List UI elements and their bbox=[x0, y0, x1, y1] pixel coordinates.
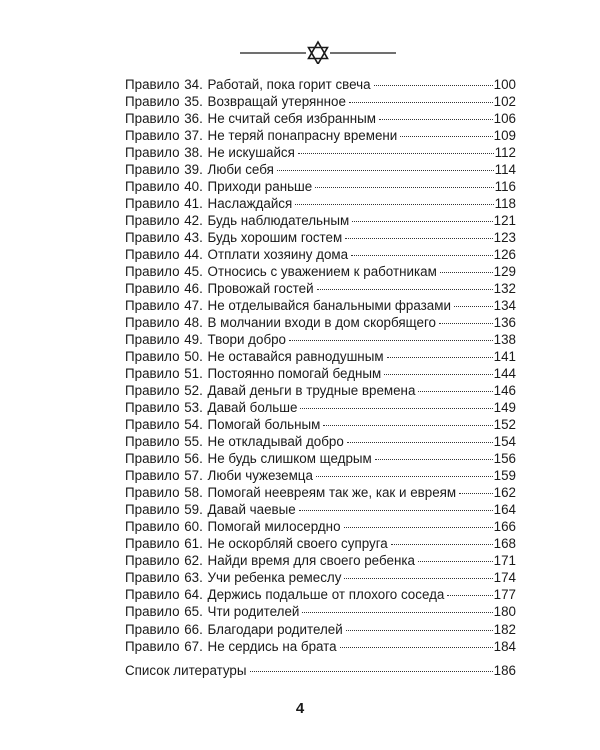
toc-entry-title: Давай чаевые bbox=[207, 502, 296, 518]
toc-entry-page: 138 bbox=[493, 332, 516, 348]
toc-entry-title: Помогай больным bbox=[207, 417, 321, 433]
toc-entry bbox=[125, 93, 516, 110]
toc-entry bbox=[125, 382, 516, 399]
toc-entry-title: Наслаждайся bbox=[207, 196, 293, 212]
star-of-david-icon bbox=[309, 42, 328, 64]
toc-entry-page: 129 bbox=[493, 264, 516, 280]
toc-entry-number: 61. bbox=[184, 536, 203, 552]
toc-entry-rule-word: Правило bbox=[125, 298, 180, 314]
toc-entry-number: 40. bbox=[184, 179, 203, 195]
toc-entry-title: Учи ребенка ремеслу bbox=[207, 570, 342, 586]
toc-entry-page: 114 bbox=[494, 162, 516, 178]
bibliography-entry bbox=[125, 662, 516, 679]
toc-entry-page: 156 bbox=[493, 451, 516, 467]
toc-entry-rule-word: Правило bbox=[125, 621, 180, 637]
toc-entry-title: Люби себя bbox=[207, 162, 274, 178]
toc-entry bbox=[125, 348, 516, 365]
dot-leader bbox=[277, 170, 494, 171]
toc-entry-rule-word: Правило bbox=[125, 519, 180, 535]
dot-leader bbox=[347, 442, 493, 443]
toc-entry bbox=[125, 76, 516, 93]
toc-entry bbox=[125, 603, 516, 620]
toc-entry-rule-word: Правило bbox=[125, 587, 180, 603]
toc-entry-title: Помогай милосердно bbox=[207, 519, 341, 535]
toc-entry-page: 146 bbox=[493, 383, 516, 399]
toc-entry-number: 51. bbox=[184, 366, 203, 382]
toc-entry-rule-word: Правило bbox=[125, 485, 180, 501]
toc-entry-number: 66. bbox=[184, 621, 203, 637]
dot-leader bbox=[447, 595, 492, 596]
dot-leader bbox=[352, 221, 492, 222]
toc-entry-title: Не считай себя избранным bbox=[207, 111, 376, 127]
toc-entry-rule-word: Правило bbox=[125, 502, 180, 518]
dot-leader bbox=[375, 459, 493, 460]
toc-entry-number: 65. bbox=[184, 604, 203, 620]
toc-entry-number: 55. bbox=[184, 434, 203, 450]
toc-entry-title: Будь хорошим гостем bbox=[207, 230, 343, 246]
toc-entry-number: 56. bbox=[184, 451, 203, 467]
toc-entry-number: 36. bbox=[184, 111, 203, 127]
toc-entry-page: 182 bbox=[493, 621, 516, 637]
toc-entry-number: 62. bbox=[184, 553, 203, 569]
toc-entry-number: 34. bbox=[184, 77, 203, 92]
toc-entry-page: 180 bbox=[493, 604, 516, 620]
toc-entry-rule-word: Правило bbox=[125, 111, 180, 127]
toc-entry-number: 42. bbox=[184, 213, 203, 229]
toc-entry-number: 45. bbox=[184, 264, 203, 280]
toc-entry-rule-word: Правило bbox=[125, 77, 180, 92]
toc-entry-page: 136 bbox=[493, 315, 516, 331]
toc-entry-title: Не искушайся bbox=[207, 145, 295, 161]
toc-entry bbox=[125, 229, 516, 246]
toc-entry bbox=[125, 399, 516, 416]
toc-entry-number: 37. bbox=[184, 128, 203, 144]
toc-entry-rule-word: Правило bbox=[125, 638, 180, 654]
toc-entry bbox=[125, 621, 516, 638]
dot-leader bbox=[323, 425, 492, 426]
dot-leader bbox=[317, 289, 493, 290]
toc-entry-title: Возвращай утерянное bbox=[207, 94, 346, 110]
toc-entry-rule-word: Правило bbox=[125, 332, 180, 348]
toc-entry-title: Не откладывай добро bbox=[207, 434, 344, 450]
toc-entry bbox=[125, 433, 516, 450]
toc-entry-title: Твори добро bbox=[207, 332, 287, 348]
toc-entry bbox=[125, 144, 516, 161]
toc-entry-page: 118 bbox=[494, 196, 516, 212]
toc-entry-page: 154 bbox=[493, 434, 516, 450]
toc-entry-page: 168 bbox=[493, 536, 516, 552]
toc-entry-title: Постоянно помогай бедным bbox=[207, 366, 382, 382]
toc-entry bbox=[125, 535, 516, 552]
dot-leader bbox=[391, 544, 493, 545]
toc-entry-rule-word: Правило bbox=[125, 179, 180, 195]
toc-entry-number: 53. bbox=[184, 400, 203, 416]
page-number: 4 bbox=[295, 700, 305, 717]
toc-entry-page: 123 bbox=[493, 230, 516, 246]
dot-leader bbox=[440, 272, 493, 273]
toc-entry-title: Провожай гостей bbox=[207, 281, 314, 297]
toc-entry bbox=[125, 552, 516, 569]
dot-leader bbox=[454, 306, 493, 307]
dot-leader bbox=[349, 102, 493, 103]
dot-leader bbox=[439, 323, 493, 324]
toc-entry-rule-word: Правило bbox=[125, 570, 180, 586]
toc-entry-page: 171 bbox=[493, 553, 516, 569]
toc-entry-page: 149 bbox=[493, 400, 516, 416]
toc-entry-title: Относись с уважением к работникам bbox=[207, 264, 437, 280]
toc-entry-rule-word: Правило bbox=[125, 451, 180, 467]
bibliography-title: Список литературы bbox=[125, 663, 247, 678]
toc-entry-rule-word: Правило bbox=[125, 417, 180, 433]
bibliography-page: 186 bbox=[493, 663, 516, 678]
toc-entry-page: 152 bbox=[493, 417, 516, 433]
toc-entry-rule-word: Правило bbox=[125, 536, 180, 552]
toc-entry-title: Найди время для своего ребенка bbox=[207, 553, 415, 569]
dot-leader bbox=[289, 340, 493, 341]
toc-entry-title: Будь наблюдательным bbox=[207, 213, 350, 229]
dot-leader bbox=[299, 510, 493, 511]
toc-entry-page: 162 bbox=[493, 485, 516, 501]
toc-entry bbox=[125, 212, 516, 229]
toc-entry-number: 43. bbox=[184, 230, 203, 246]
toc-entry-number: 41. bbox=[184, 196, 203, 212]
dot-leader bbox=[298, 153, 494, 154]
toc-entry-page: 100 bbox=[493, 77, 516, 92]
toc-entry bbox=[125, 518, 516, 535]
toc-entry-title: Люби чужеземца bbox=[207, 468, 313, 484]
toc-entry-title: Благодари родителей bbox=[207, 621, 343, 637]
toc-entry bbox=[125, 484, 516, 501]
toc-entry-page: 141 bbox=[493, 349, 516, 365]
toc-entry-rule-word: Правило bbox=[125, 400, 180, 416]
toc-entry-page: 116 bbox=[494, 179, 516, 195]
toc-entry-number: 59. bbox=[184, 502, 203, 518]
dot-leader bbox=[315, 187, 493, 188]
dot-leader bbox=[340, 647, 493, 648]
toc-entry-rule-word: Правило bbox=[125, 230, 180, 246]
toc-entry-number: 49. bbox=[184, 332, 203, 348]
dot-leader bbox=[344, 578, 492, 579]
toc-entry bbox=[125, 638, 516, 655]
dot-leader bbox=[384, 374, 492, 375]
toc-entry bbox=[125, 365, 516, 382]
toc-entry bbox=[125, 127, 516, 144]
toc-entry-rule-word: Правило bbox=[125, 196, 180, 212]
toc-entry-title: Помогай неевреям так же, как и евреям bbox=[207, 485, 457, 501]
toc-entry-rule-word: Правило bbox=[125, 434, 180, 450]
toc-entry-rule-word: Правило bbox=[125, 366, 180, 382]
toc-entry-title: Отплати хозяину дома bbox=[207, 247, 349, 263]
toc-entry-title: Приходи раньше bbox=[207, 179, 313, 195]
toc-entry-rule-word: Правило bbox=[125, 315, 180, 331]
toc-entry bbox=[125, 586, 516, 603]
toc-entry-page: 177 bbox=[493, 587, 516, 603]
toc-entry-page: 102 bbox=[493, 94, 516, 110]
toc-entry-rule-word: Правило bbox=[125, 553, 180, 569]
toc-entry-title: Держись подальше от плохого соседа bbox=[207, 587, 445, 603]
toc-entry-page: 126 bbox=[493, 247, 516, 263]
toc-entry-page: 164 bbox=[493, 502, 516, 518]
dot-leader bbox=[418, 391, 492, 392]
dot-leader bbox=[459, 493, 493, 494]
dot-leader bbox=[250, 671, 493, 672]
toc-entry-number: 46. bbox=[184, 281, 203, 297]
toc-entry-number: 63. bbox=[184, 570, 203, 586]
toc-entry-page: 109 bbox=[493, 128, 516, 144]
toc-entry-page: 174 bbox=[493, 570, 516, 586]
dot-leader bbox=[374, 85, 493, 86]
table-of-contents bbox=[125, 76, 516, 655]
toc-entry-page: 166 bbox=[493, 519, 516, 535]
toc-entry-title: Не оскорбляй своего супруга bbox=[207, 536, 388, 552]
toc-entry-rule-word: Правило bbox=[125, 604, 180, 620]
dot-leader bbox=[300, 408, 492, 409]
dot-leader bbox=[345, 238, 492, 239]
header-ornament bbox=[240, 40, 396, 64]
toc-entry-number: 64. bbox=[184, 587, 203, 603]
toc-entry bbox=[125, 569, 516, 586]
toc-entry-title: В молчании входи в дом скорбящего bbox=[207, 315, 436, 331]
toc-entry-number: 47. bbox=[184, 298, 203, 314]
toc-entry-page: 112 bbox=[494, 145, 516, 161]
toc-entry bbox=[125, 280, 516, 297]
toc-entry-number: 67. bbox=[184, 638, 203, 654]
toc-entry-number: 50. bbox=[184, 349, 203, 365]
toc-entry bbox=[125, 314, 516, 331]
toc-entry-title: Не сердись на брата bbox=[207, 638, 337, 654]
toc-entry-page: 144 bbox=[493, 366, 516, 382]
toc-entry-title: Не теряй понапрасну времени bbox=[207, 128, 398, 144]
toc-entry-number: 39. bbox=[184, 162, 203, 178]
toc-entry-rule-word: Правило bbox=[125, 383, 180, 399]
toc-entry-number: 58. bbox=[184, 485, 203, 501]
toc-entry-rule-word: Правило bbox=[125, 281, 180, 297]
dot-leader bbox=[346, 630, 493, 631]
toc-entry-title: Не отделывайся банальными фразами bbox=[207, 298, 451, 314]
dot-leader bbox=[295, 204, 493, 205]
toc-entry-title: Чти родителей bbox=[207, 604, 300, 620]
toc-entry-rule-word: Правило bbox=[125, 128, 180, 144]
toc-entry-rule-word: Правило bbox=[125, 94, 180, 110]
dot-leader bbox=[400, 136, 492, 137]
dot-leader bbox=[302, 612, 492, 613]
toc-entry bbox=[125, 195, 516, 212]
toc-entry-title: Давай деньги в трудные времена bbox=[207, 383, 416, 399]
toc-entry-rule-word: Правило bbox=[125, 349, 180, 365]
toc-entry-number: 52. bbox=[184, 383, 203, 399]
toc-entry bbox=[125, 263, 516, 280]
dot-leader bbox=[379, 119, 493, 120]
toc-entry-rule-word: Правило bbox=[125, 213, 180, 229]
toc-entry bbox=[125, 331, 516, 348]
toc-entry bbox=[125, 416, 516, 433]
toc-entry-rule-word: Правило bbox=[125, 468, 180, 484]
dot-leader bbox=[387, 357, 493, 358]
toc-entry-number: 60. bbox=[184, 519, 203, 535]
toc-entry-title: Не будь слишком щедрым bbox=[207, 451, 372, 467]
toc-entry-page: 134 bbox=[493, 298, 516, 314]
toc-entry-page: 132 bbox=[493, 281, 516, 297]
toc-entry-title: Работай, пока горит свеча bbox=[207, 77, 371, 92]
toc-entry-title: Не оставайся равнодушным bbox=[207, 349, 384, 365]
toc-entry-number: 44. bbox=[184, 247, 203, 263]
dot-leader bbox=[316, 476, 493, 477]
toc-entry bbox=[125, 501, 516, 518]
toc-entry-page: 106 bbox=[493, 111, 516, 127]
toc-entry-number: 38. bbox=[184, 145, 203, 161]
toc-entry bbox=[125, 161, 516, 178]
toc-entry bbox=[125, 450, 516, 467]
toc-entry-number: 35. bbox=[184, 94, 203, 110]
toc-entry bbox=[125, 297, 516, 314]
toc-entry-rule-word: Правило bbox=[125, 162, 180, 178]
toc-entry-rule-word: Правило bbox=[125, 264, 180, 280]
dot-leader bbox=[418, 561, 493, 562]
toc-entry bbox=[125, 246, 516, 263]
toc-entry-page: 159 bbox=[493, 468, 516, 484]
dot-leader bbox=[351, 255, 493, 256]
toc-entry-number: 54. bbox=[184, 417, 203, 433]
toc-entry bbox=[125, 467, 516, 484]
toc-entry-title: Давай больше bbox=[207, 400, 298, 416]
toc-entry bbox=[125, 178, 516, 195]
toc-entry-number: 48. bbox=[184, 315, 203, 331]
toc-entry-rule-word: Правило bbox=[125, 145, 180, 161]
dot-leader bbox=[344, 527, 493, 528]
toc-entry bbox=[125, 110, 516, 127]
toc-entry-rule-word: Правило bbox=[125, 247, 180, 263]
toc-entry-page: 184 bbox=[493, 638, 516, 654]
toc-entry-number: 57. bbox=[184, 468, 203, 484]
toc-entry-page: 121 bbox=[493, 213, 516, 229]
